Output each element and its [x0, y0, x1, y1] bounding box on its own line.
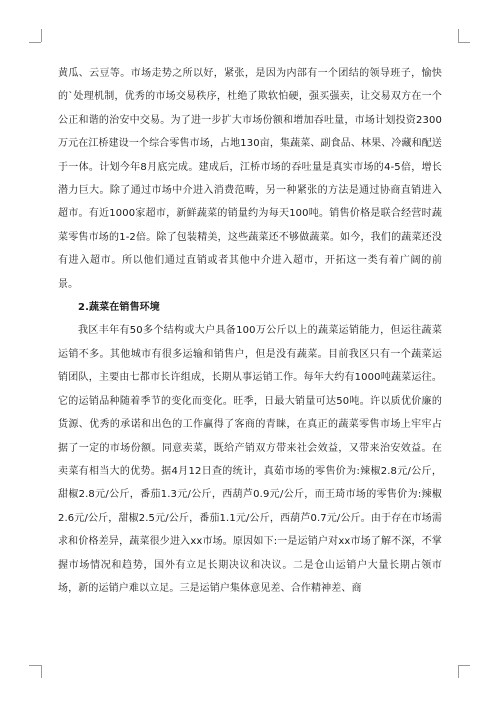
- crop-mark-bottom-right: [458, 665, 470, 666]
- crop-mark-top-right: [458, 29, 459, 42]
- crop-mark-top-right: [458, 42, 470, 43]
- body-paragraph: 黄瓜、云豆等。市场走势之所以好，紧张，是因为内部有一个团结的领导班子，愉快的`处理机制，优秀的市场交易秩序，杜绝了欺软怕硬，强买强卖，让交易双方在一个公正和谐的治安中交易。为了进一步扩大市场份额和增加吞吐量，市场计划投资2300万元在江桥建设一个综合零售市场，占地130亩，集蔬菜、副食品、林果、冷藏和配送于一体。计划今年8月底完成。建成后，江桥市场的吞吐量是真实市场的4-5倍，增长潜力巨大。除了通过市场中介进入消费范畴，另一种紧张的方法是通过协商直销进入超市。有近1000家超市，新鲜蔬菜的销量约为每天100吨。销售价格是联合经营时蔬菜零售市场的1-2倍。除了包装精美，这些蔬菜还不够做蔬菜。如今，我们的蔬菜还没有进入超市。所以他们通过直销或者其他中介进入超市，开拓这一类有着广阔的前景。: [58, 68, 442, 290]
- crop-mark-top-left: [29, 42, 41, 43]
- section-heading: 2.蔬菜在销售环境: [78, 302, 160, 314]
- crop-mark-top-left: [41, 29, 42, 42]
- crop-mark-bottom-left: [41, 665, 42, 678]
- crop-mark-bottom-left: [29, 665, 41, 666]
- crop-mark-bottom-right: [458, 665, 459, 678]
- document-body: [58, 62, 442, 600]
- body-paragraph: 我区丰年有50多个结构或大户具备100万公斤以上的蔬菜运销能力，但运往蔬菜运销不多。其他城市有很多运输和销售户，但是没有蔬菜。目前我区只有一个蔬菜运销团队，主要由七都市长许组成，长期从事运销工作。每年大约有1000吨蔬菜运往。它的运销品种随着季节的变化而变化。旺季，日最大销量可达50吨。许以质优价廉的货源、优秀的承诺和出色的工作赢得了客商的青睐，在真正的蔬菜零售市场上牢牢占据了一定的市场份额。同意卖菜，既给产销双方带来社会效益，又带来治安效益。在卖菜有相当大的优势。据4月12日查的统计，真茹市场的零售价为:辣椒2.8元/公斤，甜椒2.8元/公斤，番茄1.3元/公斤，西葫芦0.9元/公斤，而王琦市场的零售价为:辣椒2.6元/公斤，甜椒2.5元/公斤，番茄1.1元/公斤，西葫芦0.7元/公斤。由于存在市场需求和价格差异，蔬菜很少进入xx市场。原因如下:一是运销户对xx市场了解不深，不掌握市场情况和趋势，国外有立足长期决议和决议。二是仓山运销户大量长期占领市场，新的运销户难以立足。三是运销户集体意见差、合作精神差、商: [58, 325, 442, 594]
